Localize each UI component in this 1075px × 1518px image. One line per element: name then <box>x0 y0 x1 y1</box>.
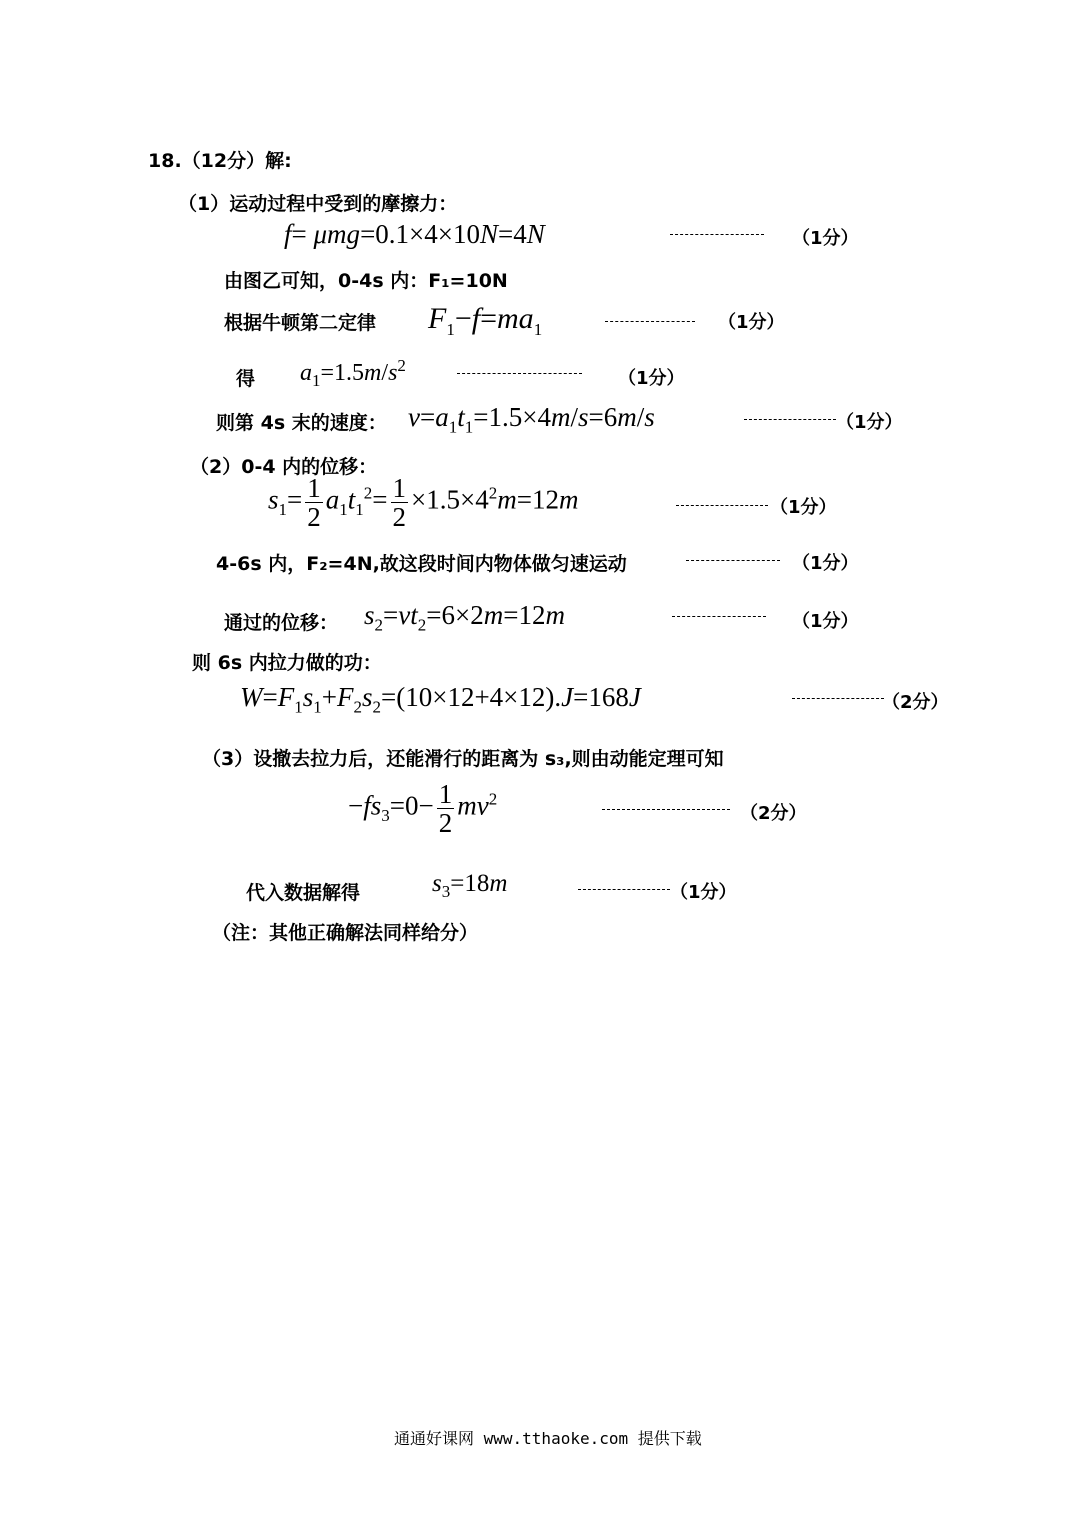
velocity-equation: $v=a_1t_1=1.5\times 4m/s=6m/s$ <box>408 402 655 437</box>
displacement2-equation: $s_2=vt_2=6\times 2m=12m$ <box>364 600 565 635</box>
acceleration-equation: $a_1=1.5m/s^2$ <box>300 356 406 390</box>
score-leader <box>670 234 764 235</box>
newton-equation: $F_1-f=ma_1$ <box>428 302 543 339</box>
result-score: （1分） <box>670 882 737 903</box>
uniform-motion-text: 4-6s 内，F₂=4N,故这段时间内物体做匀速运动 <box>216 553 627 575</box>
score-leader <box>686 560 780 561</box>
result-equation: $s_3=18m$ <box>432 870 508 901</box>
page-footer: 通通好课网 www.tthaoke.com 提供下载 <box>394 1429 702 1448</box>
score-leader <box>672 616 766 617</box>
uniform-score: （1分） <box>792 553 859 574</box>
displacement2-score: （1分） <box>792 611 859 632</box>
graph-reading: 由图乙可知，0-4s 内：F₁=10N <box>224 270 508 292</box>
displacement2-label: 通过的位移： <box>224 612 339 634</box>
grading-note: （注：其他正确解法同样给分） <box>212 922 479 944</box>
score-leader <box>605 321 695 322</box>
score-leader <box>792 698 884 699</box>
score-leader <box>578 889 670 890</box>
part2-title: （2）0-4 内的位移： <box>190 456 378 478</box>
problem-heading: 18.（12分）解: <box>148 150 292 172</box>
score-leader <box>602 809 730 810</box>
energy-equation: $-fs_3=0-$ $\frac{1}{2}$ $mv^2$ <box>348 779 498 838</box>
part1-title: （1）运动过程中受到的摩擦力： <box>178 193 458 215</box>
get-label: 得 <box>236 368 256 390</box>
displacement1-equation: $s_1=$ $\frac{1}{2}$ $a_1t_1^2=$ $\frac{1}{2}$ $\times 1.5\times 4^2m=12m$ <box>268 473 579 532</box>
work-score: （2分） <box>882 692 949 713</box>
energy-score: （2分） <box>740 803 807 824</box>
score-leader <box>744 419 836 420</box>
friction-score: （1分） <box>792 228 859 249</box>
acceleration-score: （1分） <box>618 368 685 389</box>
friction-equation: f= μmg=0.1×4×10N=4N <box>284 219 545 249</box>
work-equation: $W=F_1s_1+F_2s_2=(10\times 12+4\times 12).J=168J$ <box>240 682 641 717</box>
work-label: 则 6s 内拉力做的功： <box>192 652 382 674</box>
displacement1-score: （1分） <box>770 497 837 518</box>
score-leader <box>676 505 768 506</box>
result-label: 代入数据解得 <box>246 882 361 904</box>
newton-label: 根据牛顿第二定律 <box>224 312 377 334</box>
velocity-score: （1分） <box>836 412 903 433</box>
score-leader <box>457 373 582 374</box>
velocity-label: 则第 4s 末的速度： <box>216 412 387 434</box>
newton-score: （1分） <box>718 312 785 333</box>
part3-title: （3）设撤去拉力后，还能滑行的距离为 s₃,则由动能定理可知 <box>202 748 724 770</box>
